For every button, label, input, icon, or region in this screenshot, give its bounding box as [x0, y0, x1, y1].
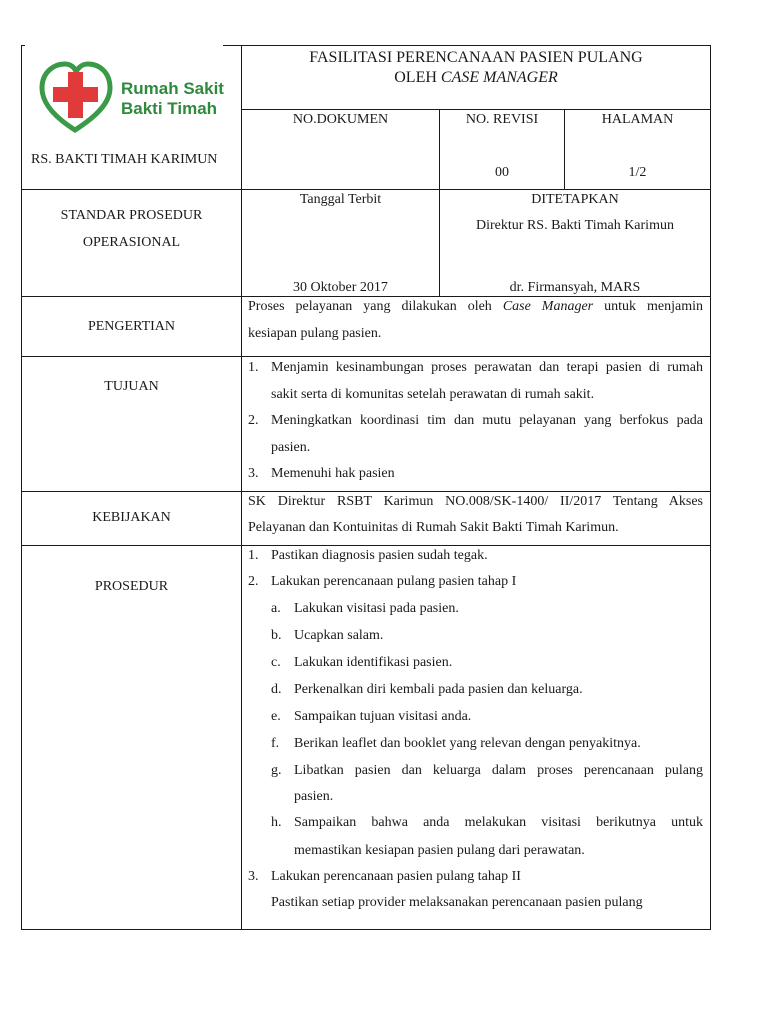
substep-c-text: Lakukan identifikasi pasien.: [294, 655, 453, 670]
prosedur-step1-number: 1.: [248, 548, 259, 563]
prosedur-step2-number: 2.: [248, 574, 259, 589]
tujuan-label: TUJUAN: [104, 379, 159, 394]
tanggal-terbit-label: Tanggal Terbit: [299, 192, 382, 207]
tujuan-item-2-line1: Meningkatkan koordinasi tim dan mutu pelayanan yang berfokus pada: [271, 413, 703, 428]
spo-label-line2: OPERASIONAL: [82, 235, 181, 250]
tujuan-item-3-number: 3.: [248, 466, 259, 481]
tujuan-item-3-line1: Memenuhi hak pasien: [271, 466, 395, 481]
document-title-line1: FASILITASI PERENCANAAN PASIEN PULANG: [309, 49, 643, 66]
border-left: [21, 45, 22, 930]
substep-d-text: Perkenalkan diri kembali pada pasien dan keluarga.: [294, 682, 583, 697]
ditetapkan-by: Direktur RS. Bakti Timah Karimun: [476, 218, 674, 233]
substep-e-text: Sampaikan tujuan visitasi anda.: [294, 709, 472, 724]
substep-g-line1: Libatkan pasien dan keluarga dalam proses perencanaan pulang: [294, 763, 703, 778]
border-top: [223, 45, 711, 46]
substep-f-letter: f.: [271, 736, 280, 751]
logo-line2: Bakti Timah: [121, 99, 218, 118]
prosedur-step2-text: Lakukan perencanaan pulang pasien tahap I: [271, 574, 517, 589]
pengertian-text-line1: Proses pelayanan yang dilakukan oleh Case Manager untuk menjamin: [248, 299, 704, 314]
prosedur-step1-text: Pastikan diagnosis pasien sudah tegak.: [271, 548, 488, 563]
prosedur-step3-text: Lakukan perencanaan pasien pulang tahap II: [271, 869, 521, 884]
substep-b-text: Ucapkan salam.: [294, 628, 384, 643]
substep-b-letter: b.: [271, 628, 282, 643]
hospital-logo: [38, 60, 224, 134]
document-title-line2: OLEH CASE MANAGER: [394, 69, 558, 86]
case-manager-italic: CASE MANAGER: [440, 69, 558, 86]
pengertian-text-line2: kesiapan pulang pasien.: [248, 326, 382, 341]
substep-h-letter: h.: [271, 815, 282, 830]
hospital-name: RS. BAKTI TIMAH KARIMUN: [31, 152, 218, 167]
no-revisi-label: NO. REVISI: [465, 112, 539, 127]
kebijakan-text-line2: Pelayanan dan Kontuinitas di Rumah Sakit Bakti Timah Karimun.: [248, 520, 619, 535]
logo-heart-cross-icon: [38, 60, 224, 134]
prosedur-label: PROSEDUR: [94, 579, 169, 594]
substep-g-line2: pasien.: [294, 789, 334, 804]
signatory-name: dr. Firmansyah, MARS: [509, 280, 641, 295]
prosedur-step3-note: Pastikan setiap provider melaksanakan perencanaan pasien pulang: [271, 895, 643, 910]
spo-label-line1: STANDAR PROSEDUR: [60, 208, 203, 223]
border-right: [710, 45, 711, 930]
column-divider: [241, 45, 242, 930]
substep-a-text: Lakukan visitasi pada pasien.: [294, 601, 459, 616]
substep-c-letter: c.: [271, 655, 281, 670]
border-bottom: [21, 929, 711, 930]
substep-e-letter: e.: [271, 709, 281, 724]
substep-f-text: Berikan leaflet dan booklet yang relevan dengan penyakitnya.: [294, 736, 641, 751]
tujuan-item-2-number: 2.: [248, 413, 259, 428]
tujuan-item-1-line1: Menjamin kesinambungan proses perawatan dan terapi pasien di rumah: [271, 360, 703, 375]
no-revisi-value: 00: [495, 165, 509, 180]
tujuan-item-2-line2: pasien.: [271, 440, 311, 455]
substep-h-line2: memastikan kesiapan pasien pulang dari perawatan.: [294, 843, 585, 858]
no-dokumen-label: NO.DOKUMEN: [292, 112, 389, 127]
substep-d-letter: d.: [271, 682, 282, 697]
substep-g-letter: g.: [271, 763, 282, 778]
prosedur-step3-number: 3.: [248, 869, 259, 884]
logo-line1: Rumah Sakit: [121, 79, 224, 98]
halaman-label: HALAMAN: [601, 112, 674, 127]
kebijakan-label: KEBIJAKAN: [92, 510, 171, 525]
tujuan-item-1-number: 1.: [248, 360, 259, 375]
substep-h-line1: Sampaikan bahwa anda melakukan visitasi berikutnya untuk: [294, 815, 703, 830]
tanggal-terbit-value: 30 Oktober 2017: [293, 280, 388, 295]
substep-a-letter: a.: [271, 601, 281, 616]
kebijakan-text-line1: SK Direktur RSBT Karimun NO.008/SK-1400/ II/2017 Tentang Akses: [248, 494, 703, 509]
pengertian-label: PENGERTIAN: [87, 319, 176, 334]
halaman-value: 1/2: [628, 165, 647, 180]
tujuan-item-1-line2: sakit serta di komunitas setelah perawatan di rumah sakit.: [271, 387, 595, 402]
ditetapkan-label: DITETAPKAN: [531, 192, 619, 207]
